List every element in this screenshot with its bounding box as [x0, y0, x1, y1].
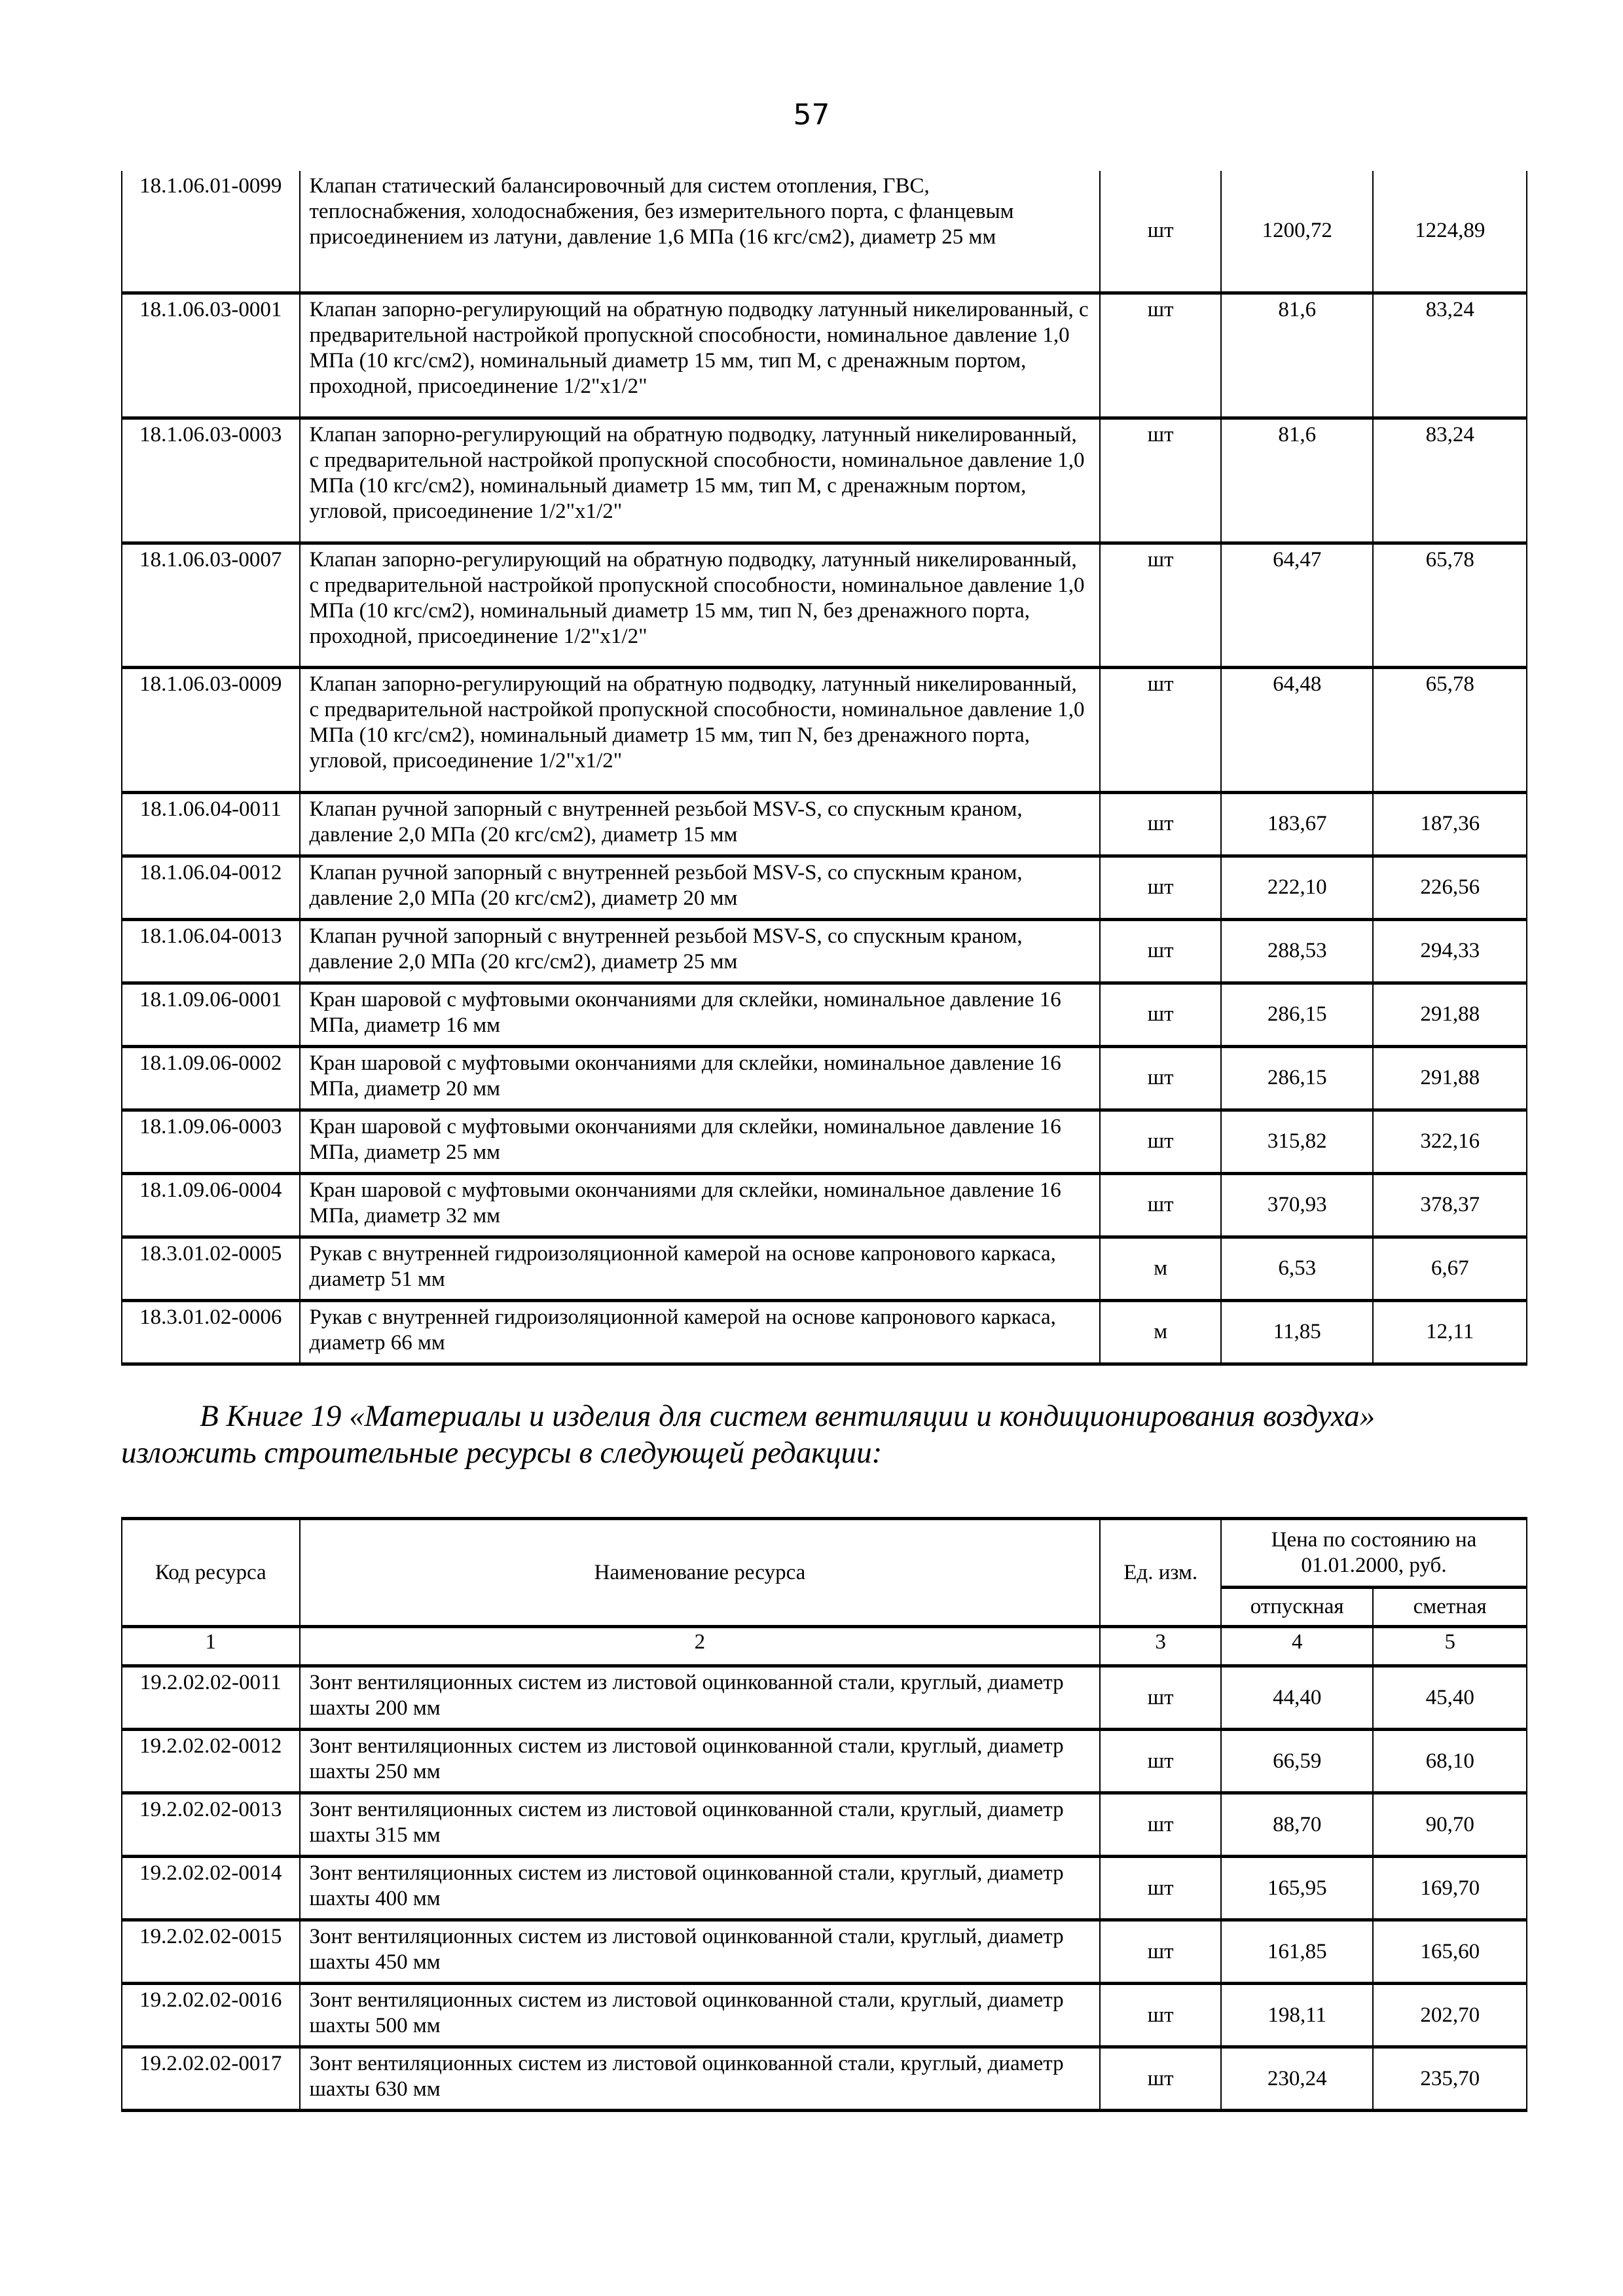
- resource-name: Клапан запорно-регулирующий на обратную подводку, латунный никелированный, с предварительной настройкой пропускной способности, номинальное давление 1,0 МПа (10 кгс/см2), номинальный диаметр 15 мм, тип М, с дренажным портом, угловой, присоединение 1/2"x1/2": [300, 418, 1101, 543]
- price-release: 1200,72: [1221, 171, 1373, 293]
- table-row: [122, 919, 1527, 983]
- resource-code: 18.1.09.06-0003: [122, 1110, 300, 1173]
- resource-name: Клапан запорно-регулирующий на обратную подводку, латунный никелированный, с предварительной настройкой пропускной способности, номинальное давление 1,0 МПа (10 кгс/см2), номинальный диаметр 15 мм, тип N, без дренажного порта, проходной, присоединение 1/2"x1/2": [300, 543, 1101, 667]
- price-release: 165,95: [1221, 1857, 1373, 1920]
- resource-code: 18.1.06.04-0011: [122, 792, 300, 856]
- resource-unit: шт: [1100, 1110, 1221, 1173]
- resource-unit: шт: [1100, 418, 1221, 543]
- price-release: 6,53: [1221, 1237, 1373, 1300]
- resource-code: 18.3.01.02-0005: [122, 1237, 300, 1300]
- price-release: 88,70: [1221, 1793, 1373, 1857]
- resources-table-book-18: [121, 171, 1527, 1366]
- price-estimate: 68,10: [1373, 1730, 1527, 1793]
- resource-unit: шт: [1100, 667, 1221, 792]
- resource-code: 19.2.02.02-0017: [122, 2047, 300, 2111]
- column-number: 2: [300, 1627, 1101, 1666]
- price-estimate: 294,33: [1373, 919, 1527, 983]
- resource-code: 18.3.01.02-0006: [122, 1300, 300, 1364]
- resource-name: Рукав с внутренней гидроизоляционной камерой на основе капронового каркаса, диаметр 66 мм: [300, 1300, 1101, 1364]
- price-release: 288,53: [1221, 919, 1373, 983]
- resource-unit: м: [1100, 1237, 1221, 1300]
- table-row: [122, 2047, 1527, 2111]
- column-number: 5: [1373, 1627, 1527, 1666]
- resource-code: 19.2.02.02-0013: [122, 1793, 300, 1857]
- price-release: 222,10: [1221, 856, 1373, 919]
- resource-name: Клапан запорно-регулирующий на обратную подводку, латунный никелированный, с предварительной настройкой пропускной способности, номинальное давление 1,0 МПа (10 кгс/см2), номинальный диаметр 15 мм, тип N, без дренажного порта, угловой, присоединение 1/2"x1/2": [300, 667, 1101, 792]
- price-release: 161,85: [1221, 1920, 1373, 1984]
- table-row: [122, 1173, 1527, 1237]
- price-estimate: 83,24: [1373, 293, 1527, 418]
- header-code: Код ресурса: [122, 1519, 300, 1627]
- table-row: [122, 1237, 1527, 1300]
- table-row: [122, 856, 1527, 919]
- resource-name: Клапан ручной запорный с внутренней резьбой MSV-S, со спускным краном, давление 2,0 МПа (20 кгс/см2), диаметр 25 мм: [300, 919, 1101, 983]
- price-estimate: 378,37: [1373, 1173, 1527, 1237]
- price-release: 81,6: [1221, 293, 1373, 418]
- resource-unit: шт: [1100, 1173, 1221, 1237]
- price-estimate: 226,56: [1373, 856, 1527, 919]
- resource-name: Клапан запорно-регулирующий на обратную подводку латунный никелированный, с предварительной настройкой пропускной способности, номинальное давление 1,0 МПа (10 кгс/см2), номинальный диаметр 15 мм, тип М, с дренажным портом, проходной, присоединение 1/2"x1/2": [300, 293, 1101, 418]
- resource-unit: шт: [1100, 293, 1221, 418]
- price-estimate: 165,60: [1373, 1920, 1527, 1984]
- resource-name: Кран шаровой с муфтовыми окончаниями для склейки, номинальное давление 16 МПа, диаметр 16 мм: [300, 983, 1101, 1046]
- price-estimate: 83,24: [1373, 418, 1527, 543]
- resource-name: Клапан ручной запорный с внутренней резьбой MSV-S, со спускным краном, давление 2,0 МПа (20 кгс/см2), диаметр 15 мм: [300, 792, 1101, 856]
- price-release: 183,67: [1221, 792, 1373, 856]
- heading-line-2: изложить строительные ресурсы в следующей редакции:: [121, 1436, 883, 1470]
- resource-code: 18.1.06.03-0009: [122, 667, 300, 792]
- table-row: [122, 1110, 1527, 1173]
- resource-name: Зонт вентиляционных систем из листовой оцинкованной стали, круглый, диаметр шахты 630 мм: [300, 2047, 1101, 2111]
- resource-unit: шт: [1100, 1857, 1221, 1920]
- price-estimate: 202,70: [1373, 1984, 1527, 2047]
- resource-unit: шт: [1100, 1666, 1221, 1730]
- resource-code: 18.1.06.03-0003: [122, 418, 300, 543]
- resource-name: Зонт вентиляционных систем из листовой оцинкованной стали, круглый, диаметр шахты 200 мм: [300, 1666, 1101, 1730]
- table-row: [122, 1730, 1527, 1793]
- resource-name: Зонт вентиляционных систем из листовой оцинкованной стали, круглый, диаметр шахты 450 мм: [300, 1920, 1101, 1984]
- page-number: 57: [793, 98, 830, 132]
- price-release: 81,6: [1221, 418, 1373, 543]
- table-row: [122, 293, 1527, 418]
- column-number: 3: [1100, 1627, 1221, 1666]
- resource-code: 19.2.02.02-0015: [122, 1920, 300, 1984]
- table-row: [122, 792, 1527, 856]
- price-release: 64,47: [1221, 543, 1373, 667]
- resource-unit: шт: [1100, 1046, 1221, 1110]
- price-estimate: 187,36: [1373, 792, 1527, 856]
- section-heading: [121, 1398, 1527, 1471]
- resource-name: Рукав с внутренней гидроизоляционной камерой на основе капронового каркаса, диаметр 51 мм: [300, 1237, 1101, 1300]
- price-release: 370,93: [1221, 1173, 1373, 1237]
- resource-code: 18.1.09.06-0004: [122, 1173, 300, 1237]
- table-row: [122, 171, 1527, 293]
- resource-name: Кран шаровой с муфтовыми окончаниями для склейки, номинальное давление 16 МПа, диаметр 20 мм: [300, 1046, 1101, 1110]
- resource-unit: шт: [1100, 792, 1221, 856]
- resource-unit: шт: [1100, 983, 1221, 1046]
- column-numbers-row: [122, 1627, 1527, 1666]
- table-row: [122, 1984, 1527, 2047]
- price-release: 230,24: [1221, 2047, 1373, 2111]
- price-estimate: 169,70: [1373, 1857, 1527, 1920]
- table-row: [122, 1300, 1527, 1364]
- resource-code: 18.1.06.04-0012: [122, 856, 300, 919]
- resource-name: Клапан статический балансировочный для систем отопления, ГВС, теплоснабжения, холодоснабжения, без измерительного порта, с фланцевым присоединением из латуни, давление 1,6 МПа (16 кгс/см2), диаметр 25 мм: [300, 171, 1101, 293]
- header-unit: Ед. изм.: [1100, 1519, 1221, 1627]
- price-estimate: 12,11: [1373, 1300, 1527, 1364]
- table-row: [122, 1920, 1527, 1984]
- price-release: 315,82: [1221, 1110, 1373, 1173]
- price-estimate: 291,88: [1373, 983, 1527, 1046]
- header-price-estimate: сметная: [1373, 1588, 1527, 1627]
- resource-unit: шт: [1100, 543, 1221, 667]
- resource-name: Кран шаровой с муфтовыми окончаниями для склейки, номинальное давление 16 МПа, диаметр 32 мм: [300, 1173, 1101, 1237]
- table-row: [122, 667, 1527, 792]
- header-name: Наименование ресурса: [300, 1519, 1101, 1627]
- resource-unit: шт: [1100, 919, 1221, 983]
- resource-code: 18.1.06.04-0013: [122, 919, 300, 983]
- resource-code: 19.2.02.02-0011: [122, 1666, 300, 1730]
- resources-table-book-19: [121, 1517, 1527, 2112]
- heading-line-1: В Книге 19 «Материалы и изделия для систем вентиляции и кондиционирования воздуха»: [200, 1399, 1376, 1433]
- resource-name: Зонт вентиляционных систем из листовой оцинкованной стали, круглый, диаметр шахты 250 мм: [300, 1730, 1101, 1793]
- resource-name: Зонт вентиляционных систем из листовой оцинкованной стали, круглый, диаметр шахты 400 мм: [300, 1857, 1101, 1920]
- resource-unit: шт: [1100, 2047, 1221, 2111]
- price-estimate: 65,78: [1373, 543, 1527, 667]
- resource-code: 18.1.06.03-0007: [122, 543, 300, 667]
- table-row: [122, 1666, 1527, 1730]
- resource-unit: шт: [1100, 1920, 1221, 1984]
- resource-name: Клапан ручной запорный с внутренней резьбой MSV-S, со спускным краном, давление 2,0 МПа (20 кгс/см2), диаметр 20 мм: [300, 856, 1101, 919]
- resource-code: 18.1.06.03-0001: [122, 293, 300, 418]
- table-row: [122, 418, 1527, 543]
- column-number: 1: [122, 1627, 300, 1666]
- column-number: 4: [1221, 1627, 1373, 1666]
- price-estimate: 90,70: [1373, 1793, 1527, 1857]
- price-release: 11,85: [1221, 1300, 1373, 1364]
- resource-code: 18.1.09.06-0002: [122, 1046, 300, 1110]
- resource-unit: шт: [1100, 1984, 1221, 2047]
- resource-unit: шт: [1100, 1730, 1221, 1793]
- resource-unit: шт: [1100, 856, 1221, 919]
- header-price-release: отпускная: [1221, 1588, 1373, 1627]
- table-row: [122, 1857, 1527, 1920]
- resource-code: 19.2.02.02-0012: [122, 1730, 300, 1793]
- table-row: [122, 983, 1527, 1046]
- resource-code: 18.1.09.06-0001: [122, 983, 300, 1046]
- price-estimate: 6,67: [1373, 1237, 1527, 1300]
- resource-code: 18.1.06.01-0099: [122, 171, 300, 293]
- table-row: [122, 1793, 1527, 1857]
- price-estimate: 65,78: [1373, 667, 1527, 792]
- price-estimate: 45,40: [1373, 1666, 1527, 1730]
- resource-name: Зонт вентиляционных систем из листовой оцинкованной стали, круглый, диаметр шахты 500 мм: [300, 1984, 1101, 2047]
- price-release: 286,15: [1221, 1046, 1373, 1110]
- price-release: 44,40: [1221, 1666, 1373, 1730]
- price-release: 64,48: [1221, 667, 1373, 792]
- resource-unit: шт: [1100, 1793, 1221, 1857]
- resource-unit: м: [1100, 1300, 1221, 1364]
- price-estimate: 291,88: [1373, 1046, 1527, 1110]
- price-estimate: 235,70: [1373, 2047, 1527, 2111]
- price-release: 66,59: [1221, 1730, 1373, 1793]
- resource-name: Кран шаровой с муфтовыми окончаниями для склейки, номинальное давление 16 МПа, диаметр 25 мм: [300, 1110, 1101, 1173]
- table-header-row: [122, 1519, 1527, 1588]
- resource-code: 19.2.02.02-0016: [122, 1984, 300, 2047]
- price-release: 198,11: [1221, 1984, 1373, 2047]
- resource-name: Зонт вентиляционных систем из листовой оцинкованной стали, круглый, диаметр шахты 315 мм: [300, 1793, 1101, 1857]
- price-release: 286,15: [1221, 983, 1373, 1046]
- resource-unit: шт: [1100, 171, 1221, 293]
- table-row: [122, 1046, 1527, 1110]
- resource-code: 19.2.02.02-0014: [122, 1857, 300, 1920]
- header-price-group: Цена по состоянию на 01.01.2000, руб.: [1221, 1519, 1527, 1588]
- table-row: [122, 543, 1527, 667]
- price-estimate: 322,16: [1373, 1110, 1527, 1173]
- price-estimate: 1224,89: [1373, 171, 1527, 293]
